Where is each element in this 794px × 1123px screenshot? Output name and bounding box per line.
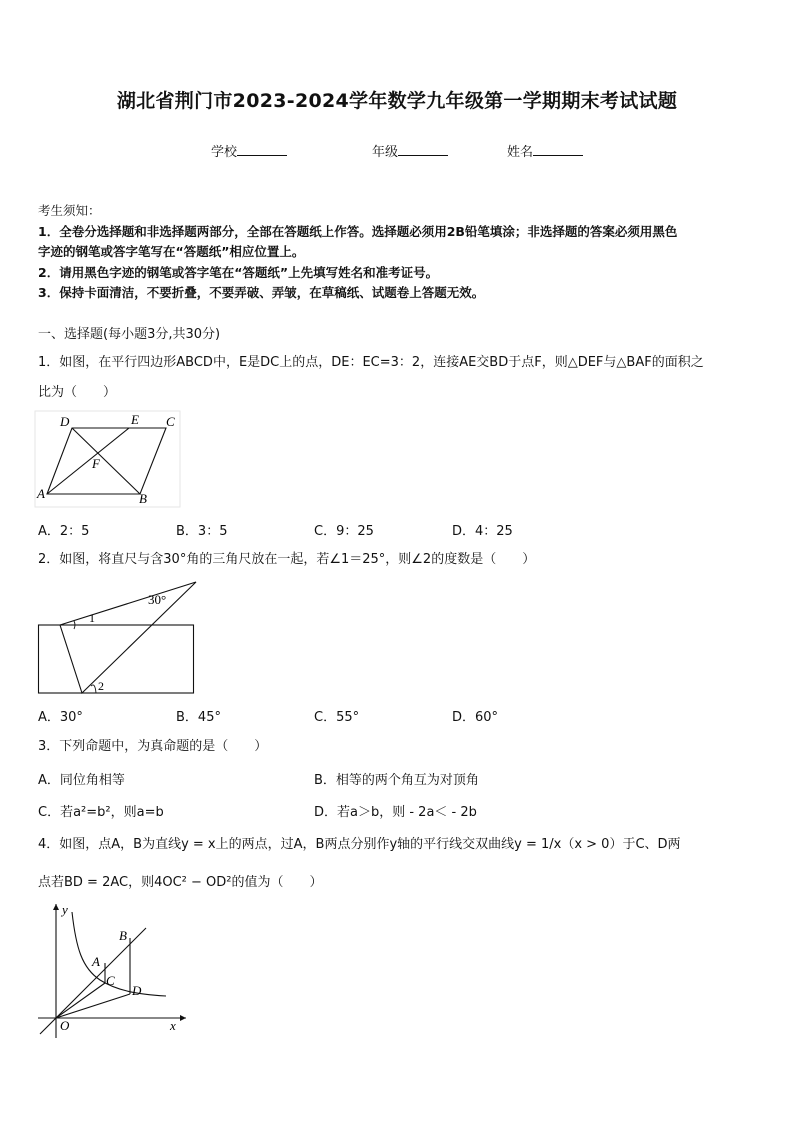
diagonal-bd <box>72 428 140 494</box>
school-field <box>211 141 287 160</box>
q1-option-a[interactable]: A．2：5 <box>38 524 90 539</box>
label-a: A <box>37 486 45 501</box>
q4-line2: 点若BD = 2AC，则4OC² − OD²的值为（ ） <box>38 875 323 890</box>
name-field <box>507 141 583 160</box>
x-axis-arrow <box>180 1015 186 1021</box>
grade-blank <box>398 143 448 156</box>
q3-option-a[interactable]: A．同位角相等 <box>38 773 125 788</box>
q1-option-c[interactable]: C．9：25 <box>314 524 374 539</box>
notice-heading: 考生须知： <box>38 203 101 218</box>
q2-text: 2．如图，将直尺与含30°角的三角尺放在一起，若∠1＝25°，则∠2的度数是（ ） <box>38 552 536 567</box>
angle2-label: 2 <box>98 679 104 693</box>
notice-item: 2．请用黑色字迹的钢笔或答字笔在“答题纸”上先填写姓名和准考证号。 <box>38 264 439 280</box>
q3-option-c[interactable]: C．若a²=b²，则a=b <box>38 805 164 820</box>
grade-label: 年级 <box>372 145 399 160</box>
school-blank <box>237 143 287 156</box>
exam-title: 湖北省荆门市2023-2024学年数学九年级第一学期期末考试试题 <box>116 90 678 112</box>
q1-option-b[interactable]: B．3：5 <box>176 524 228 539</box>
q2-option-a[interactable]: A．30° <box>38 710 83 725</box>
grade-field <box>372 141 448 160</box>
name-blank <box>533 143 583 156</box>
label-e: E <box>131 412 139 427</box>
label-x: x <box>170 1018 176 1033</box>
label-b: B <box>119 928 127 943</box>
q3-option-d[interactable]: D．若a＞b，则 - 2a＜ - 2b <box>314 805 477 820</box>
notice-item: 字迹的钢笔或答字笔写在“答题纸”相应位置上。 <box>38 244 305 259</box>
school-label: 学校 <box>211 145 238 160</box>
triangle-shape <box>60 582 196 693</box>
notice-block <box>38 201 756 304</box>
name-label: 姓名 <box>507 145 534 160</box>
hyperbola-curve <box>72 912 166 996</box>
ruler-shape <box>39 625 194 693</box>
label-c: C <box>166 414 175 429</box>
segment-oc <box>56 983 105 1018</box>
q3-text: 3．下列命题中，为真命题的是（ ） <box>38 739 268 754</box>
label-o: O <box>60 1018 70 1033</box>
q1-line1: 1．如图，在平行四边形ABCD中，E是DC上的点，DE：EC=3：2，连接AE交BD于点F，则△DEF与△BAF的面积之 <box>38 355 704 370</box>
section-title: 一、选择题(每小题3分,共30分) <box>38 327 221 342</box>
notice-item: 1．全卷分选择题和非选择题两部分，全部在答题纸上作答。选择题必须用2B铅笔填涂；非选择题的答案必须用黑色 <box>38 223 678 239</box>
angle-30-label: 30° <box>148 592 167 607</box>
angle2-arc <box>91 685 96 693</box>
label-y: y <box>62 902 68 917</box>
q4-line1: 4．如图，点A，B为直线y = x上的两点，过A，B两点分别作y轴的平行线交双曲线y = 1/x（x > 0）于C、D两 <box>38 837 681 852</box>
angle1-label: 1 <box>89 611 95 625</box>
label-c: C <box>106 973 115 988</box>
label-f: F <box>92 456 100 471</box>
q1-line2: 比为（ ） <box>38 385 117 400</box>
segment-od <box>56 994 130 1018</box>
notice-item: 3．保持卡面清洁，不要折叠，不要弄破、弄皱，在草稿纸、试题卷上答题无效。 <box>38 285 485 300</box>
q1-option-d[interactable]: D．4：25 <box>452 524 513 539</box>
q3-option-b[interactable]: B．相等的两个角互为对顶角 <box>314 773 479 788</box>
q2-option-c[interactable]: C．55° <box>314 710 360 725</box>
q2-option-b[interactable]: B．45° <box>176 710 221 725</box>
q2-option-d[interactable]: D．60° <box>452 710 499 725</box>
label-d: D <box>132 983 142 998</box>
q2-ruler-triangle-figure <box>34 578 204 698</box>
label-a: A <box>92 954 100 969</box>
label-d: D <box>60 414 70 429</box>
y-axis-arrow <box>53 904 59 910</box>
label-b: B <box>139 491 147 506</box>
q4-graph-figure <box>34 898 194 1043</box>
figure-frame <box>35 411 180 507</box>
q1-parallelogram-figure <box>34 410 182 510</box>
